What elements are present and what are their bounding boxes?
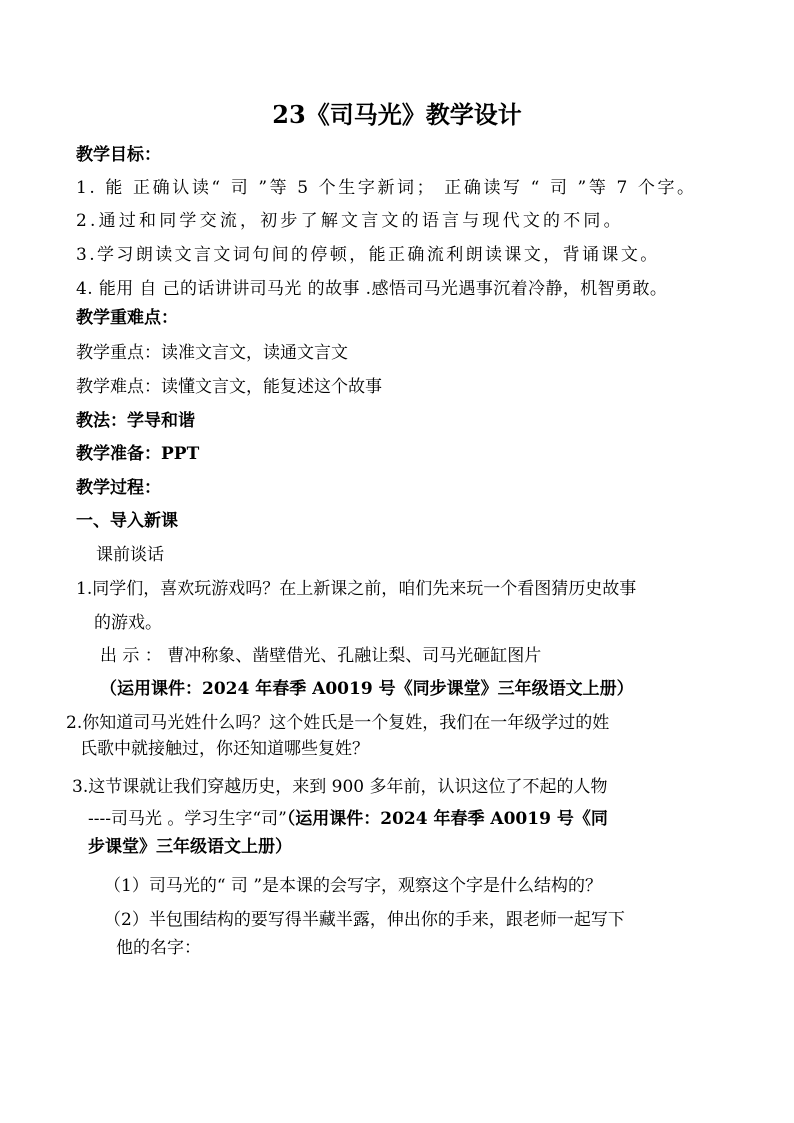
show-pictures: 出 示 ： 曹冲称象、凿壁借光、孔融让梨、司马光砸缸图片 — [100, 646, 542, 666]
item-1-line-1: 1.同学们，喜欢玩游戏吗？在上新课之前，咱们先来玩一个看图猜历史故事 — [76, 579, 637, 599]
objective-4: 4. 能用 自 己的话讲讲司马光 的故事 .感悟司马光遇事沉着冷静，机智勇敢。 — [76, 279, 668, 299]
key-point: 教学重点：读准文言文，读通文言文 — [76, 343, 348, 363]
item-2-line-2: 氏歌中就接触过，你还知道哪些复姓？ — [80, 739, 369, 759]
sub-item-1: （1）司马光的“ 司 ”是本课的会写字，观察这个字是什么结构的？ — [104, 876, 603, 896]
sub-item-2-line-1: （2）半包围结构的要写得半藏半露，伸出你的手来，跟老师一起写下 — [104, 910, 625, 930]
teaching-preparation: 教学准备：PPT — [76, 444, 200, 464]
section-1-intro: 课前谈话 — [96, 545, 164, 565]
sub-item-2-line-2: 他的名字： — [116, 938, 201, 958]
item-2-line-1: 2.你知道司马光姓什么吗？这个姓氏是一个复姓，我们在一年级学过的姓 — [66, 713, 610, 733]
item-3-line-2 — [88, 808, 608, 830]
item-3-line-3: 步课堂》三年级语文上册） — [88, 837, 292, 857]
process-heading: 教学过程： — [76, 478, 161, 498]
difficult-point: 教学难点：读懂文言文，能复述这个故事 — [76, 377, 382, 397]
item-3-line-2-text: ----司马光 。学习生字“司” — [88, 809, 287, 829]
key-points-heading: 教学重难点： — [76, 308, 178, 328]
item-3-line-1: 3.这节课就让我们穿越历史，来到 900 多年前，认识这位了不起的人物 — [72, 777, 608, 797]
section-1-heading: 一、导入新课 — [76, 511, 178, 531]
courseware-note-2: （运用课件：2024 年春季 A0019 号《同 — [286, 809, 608, 829]
objective-2: 2.通过和同学交流，初步了解文言文的语言与现代文的不同。 — [76, 211, 624, 231]
objectives-heading: 教学目标： — [76, 145, 161, 165]
item-1-line-2: 的游戏。 — [94, 613, 162, 633]
objective-3: 3.学习朗读文言文词句间的停顿，能正确流利朗读课文，背诵课文。 — [76, 245, 660, 265]
objective-1: 1. 能 正确认读“ 司 ”等 5 个生字新词； 正确读写 “ 司 ”等 7 个字。 — [76, 178, 697, 198]
page-title: 23《司马光》教学设计 — [272, 100, 522, 129]
teaching-method: 教法：学导和谐 — [76, 411, 195, 431]
courseware-note-1: （运用课件：2024 年春季 A0019 号《同步课堂》三年级语文上册） — [100, 679, 634, 699]
